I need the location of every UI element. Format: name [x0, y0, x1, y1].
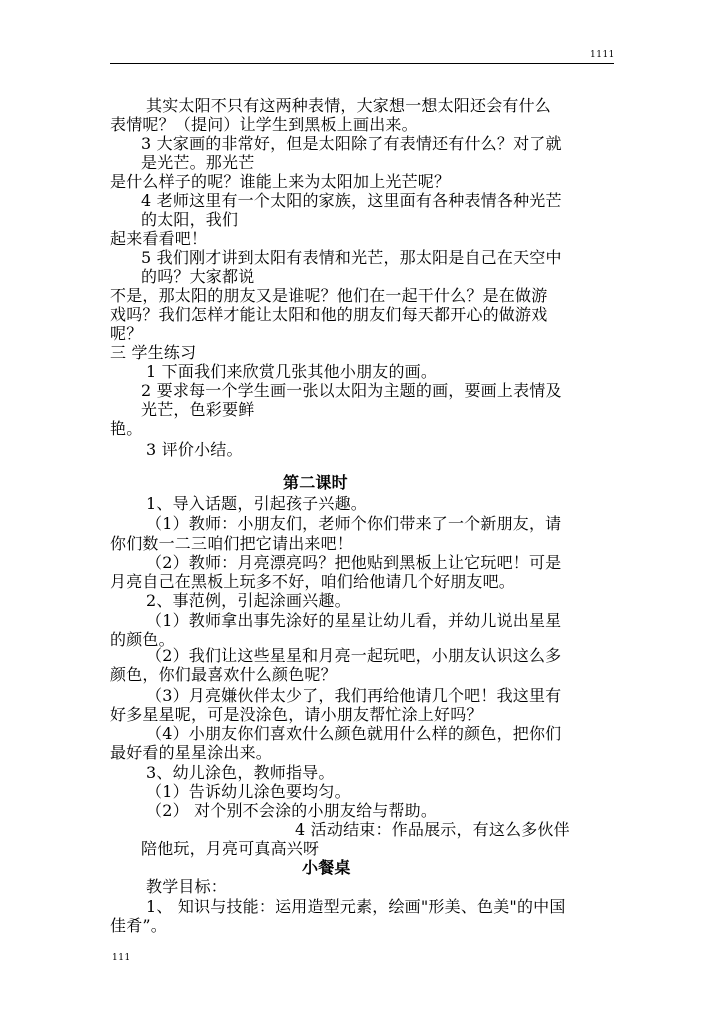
- page-footer-number: 111: [112, 953, 131, 963]
- text-line: （2） 对个别不会涂的小朋友给与帮助。: [146, 801, 438, 820]
- text-line: 表情呢？（提问）让学生到黑板上画出来。: [110, 115, 418, 134]
- text-line: 3、幼儿涂色，教师指导。: [146, 763, 335, 782]
- text-line: （2）我们让这些星星和月亮一起玩吧，小朋友认识这么多: [146, 646, 562, 665]
- page-header-number: 1111: [590, 50, 615, 60]
- text-line: 的颜色。: [110, 630, 175, 649]
- text-line: 你们数一二三咱们把它请出来吧！: [110, 534, 354, 553]
- text-line: 陪他玩，月亮可真高兴呀: [141, 839, 320, 858]
- text-line: （1）教师拿出事先涂好的星星让幼儿看，并幼儿说出星星: [146, 611, 562, 630]
- text-line: 3 大家画的非常好，但是太阳除了有表情还有什么？对了就: [141, 134, 562, 153]
- text-line: 5 我们刚才讲到太阳有表情和光芒，那太阳是自己在天空中: [141, 248, 562, 267]
- text-line: 呢？: [110, 324, 143, 343]
- lesson-title: 小餐桌: [302, 858, 351, 877]
- header-rule: [110, 63, 614, 64]
- text-line: 不是，那太阳的朋友又是谁呢？他们在一起干什么？是在做游: [110, 286, 548, 305]
- text-line: （4）小朋友你们喜欢什么颜色就用什么样的颜色，把你们: [146, 724, 562, 743]
- text-line: （3）月亮嫌伙伴太少了，我们再给他请几个吧！我这里有: [146, 686, 562, 705]
- text-line: 4 活动结束：作品展示，有这么多伙伴: [295, 820, 570, 839]
- text-line: 的太阳，我们: [141, 210, 239, 229]
- text-line: 1、导入话题，引起孩子兴趣。: [146, 494, 367, 513]
- text-line: 是什么样子的呢？谁能上来为太阳加上光芒呢？: [110, 172, 451, 191]
- text-line: 好多星星呢，可是没涂色，请小朋友帮忙涂上好吗？: [110, 705, 483, 724]
- text-line: 佳肴”。: [110, 916, 167, 935]
- text-line: 2、事范例，引起涂画兴趣。: [146, 591, 351, 610]
- text-line: 教学目标：: [146, 877, 228, 896]
- text-line: 1 下面我们来欣赏几张其他小朋友的画。: [146, 362, 438, 381]
- text-line: （1）教师：小朋友们，老师个你们带来了一个新朋友，请: [146, 514, 562, 533]
- text-line: 月亮自己在黑板上玩多不好，咱们给他请几个好朋友吧。: [110, 572, 516, 591]
- text-line: 2 要求每一个学生画一张以太阳为主题的画，要画上表情及: [141, 381, 562, 400]
- text-line: 艳。: [110, 419, 143, 438]
- text-line: 1、 知识与技能：运用造型元素，绘画"形美、色美"的中国: [146, 897, 566, 916]
- text-line: 其实太阳不只有这两种表情，大家想一想太阳还会有什么: [146, 96, 552, 115]
- text-line: 3 评价小结。: [146, 440, 243, 459]
- text-line: （2）教师：月亮漂亮吗？把他贴到黑板上让它玩吧！可是: [146, 553, 562, 572]
- text-line: 是光芒。那光芒: [141, 153, 255, 172]
- text-line: 的吗？大家都说: [141, 267, 255, 286]
- text-line: 光芒，色彩要鲜: [141, 400, 255, 419]
- text-line: 戏吗？我们怎样才能让太阳和他的朋友们每天都开心的做游戏: [110, 305, 548, 324]
- text-line: 4 老师这里有一个太阳的家族，这里面有各种表情各种光芒: [141, 191, 562, 210]
- text-line: 颜色，你们最喜欢什么颜色呢？: [110, 665, 337, 684]
- section-heading: 三 学生练习: [110, 343, 197, 362]
- text-line: 最好看的星星涂出来。: [110, 743, 273, 762]
- lesson-title: 第二课时: [283, 473, 348, 492]
- text-line: （1）告诉幼儿涂色要均匀。: [146, 782, 351, 801]
- text-line: 起来看看吧！: [110, 229, 208, 248]
